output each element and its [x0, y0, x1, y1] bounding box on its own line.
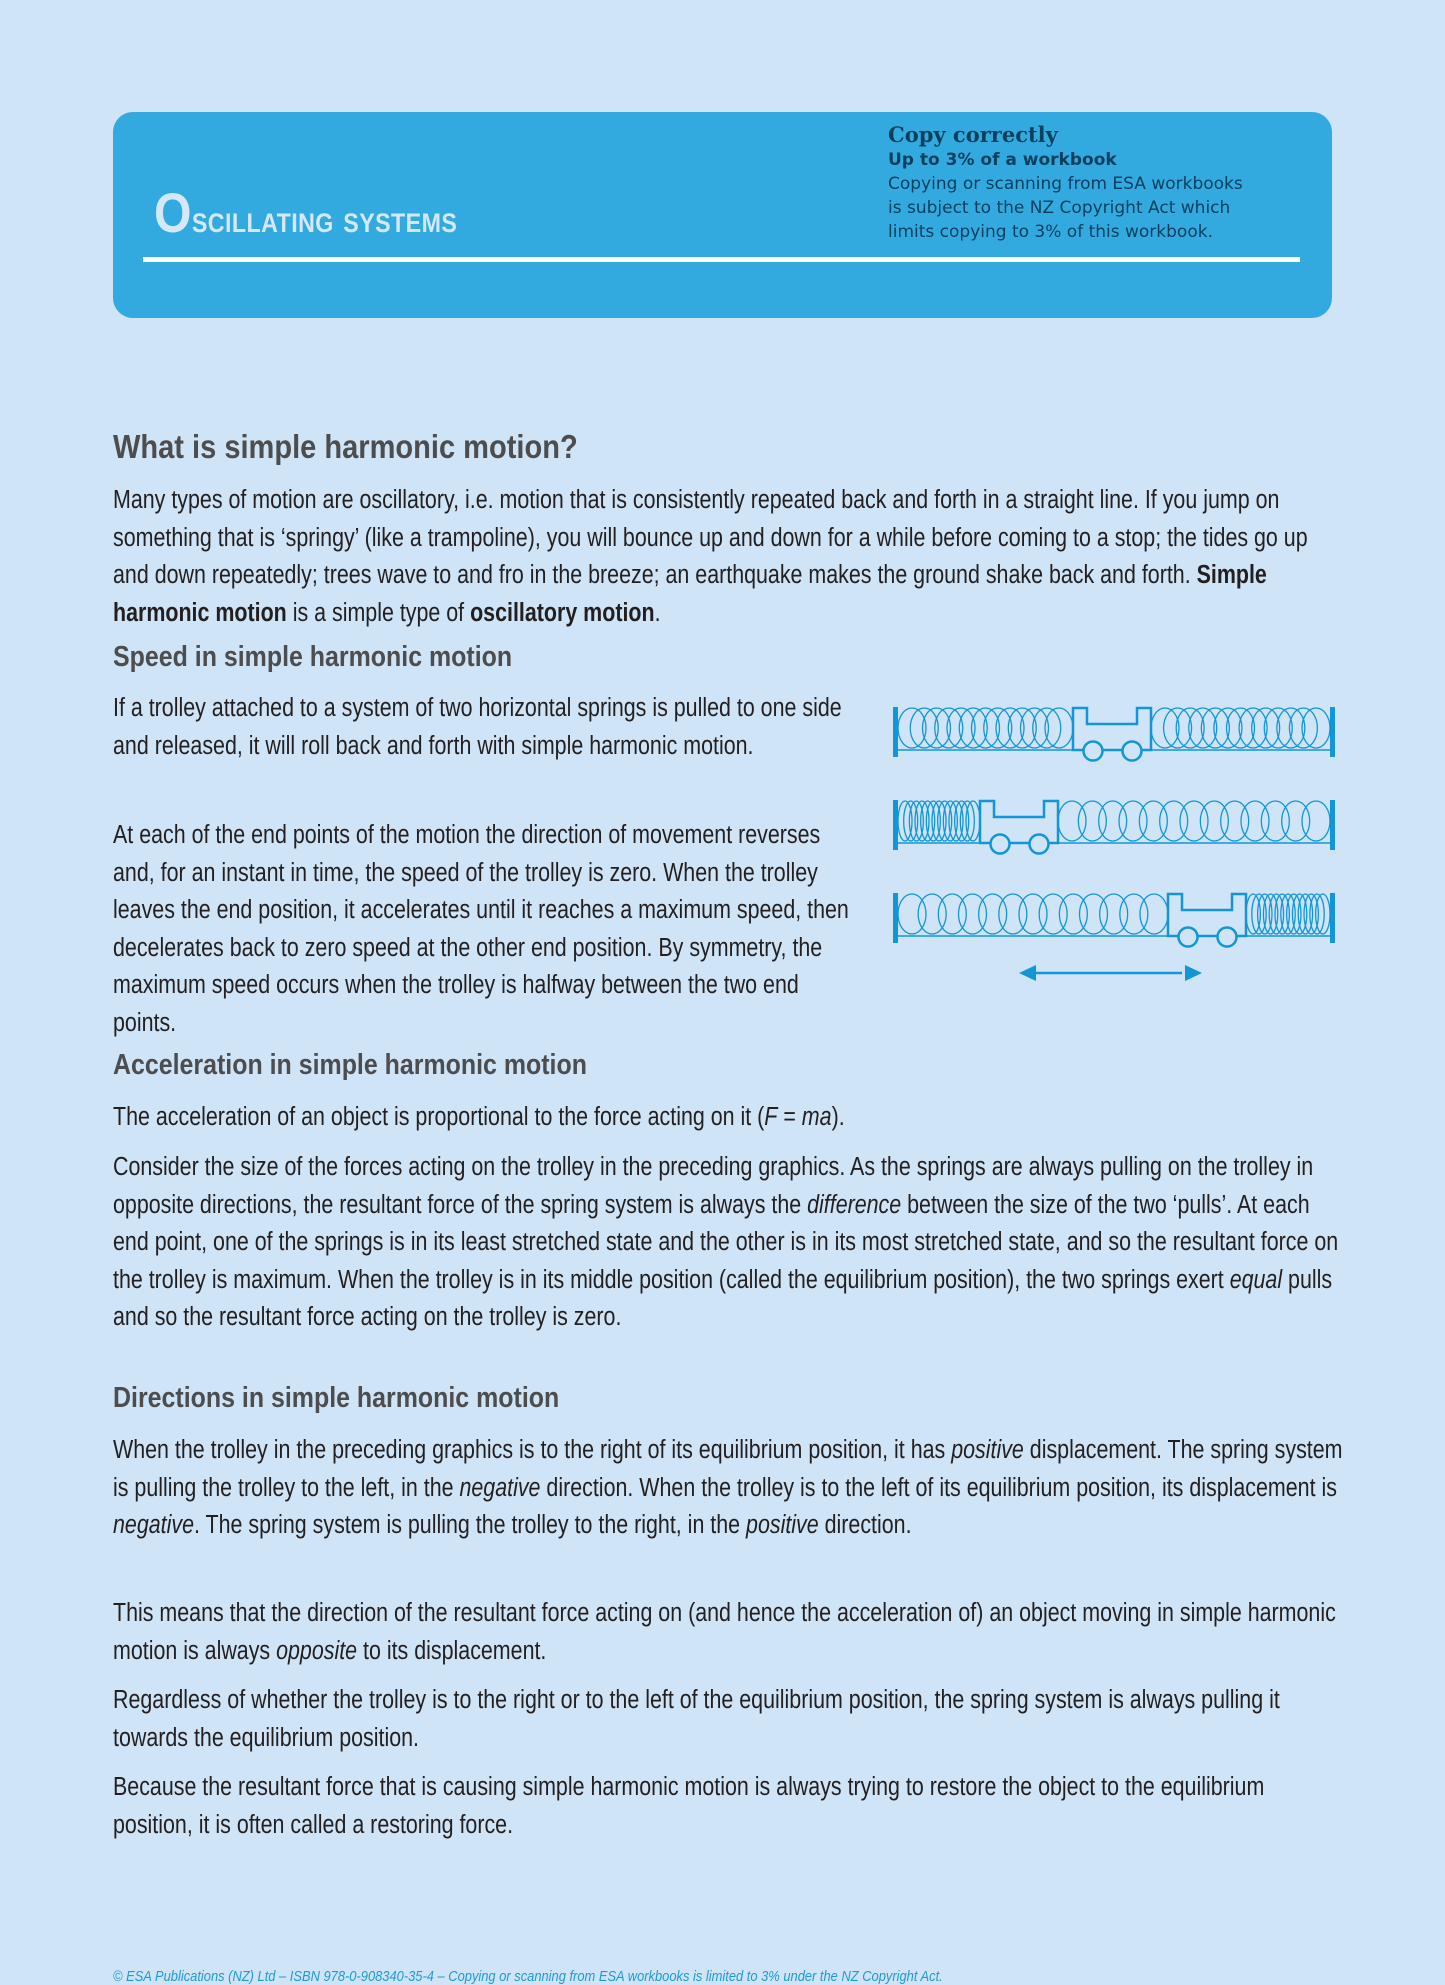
term-oscillatory: oscillatory motion: [470, 598, 655, 627]
formula-equals: =: [777, 1103, 802, 1131]
emphasis: negative: [113, 1511, 194, 1540]
arrow-right-head: [1185, 965, 1202, 981]
formula-ma: ma: [801, 1103, 832, 1131]
text-run: This means that the direction of the resultant force acting on (and hence the acceleration of) an object moving in simple harmonic motion is always: [113, 1599, 1336, 1665]
section-heading-speed: Speed in simple harmonic motion: [113, 641, 513, 673]
section-heading-what-is: What is simple harmonic motion?: [113, 428, 578, 465]
right-spring: [1058, 801, 1330, 841]
arrow-left-head: [1019, 965, 1036, 981]
text-run: to its displacement.: [357, 1636, 547, 1665]
text-run: When the trolley in the preceding graphics is to the right of its equilibrium position, it has: [113, 1436, 952, 1464]
what-is-paragraph: [113, 482, 1344, 632]
spring-row-centre: [893, 707, 1335, 761]
section-heading-acceleration: Acceleration in simple harmonic motion: [113, 1049, 587, 1081]
left-spring: [898, 894, 1168, 934]
text-run: .: [654, 598, 661, 627]
spring-row-left: [893, 800, 1335, 854]
formula-f: F: [764, 1103, 778, 1131]
speed-paragraph-2: At each of the end points of the motion the direction of movement reverses and, for an instant in time, the speed of the trolley is zero. When the trolley leaves the end position, it accelerates until it reaches a maximum speed, then decelerates back to zero speed at the other end position. By symmetry, the maximum speed occurs when the trolley is halfway between the two end points.: [113, 821, 849, 1037]
right-wall: [1330, 893, 1335, 943]
title-initial: O: [154, 181, 192, 244]
text-run: . The spring system is pulling the trolley to the right, in the: [193, 1511, 747, 1540]
right-spring: [1151, 708, 1330, 748]
left-wall: [893, 893, 898, 943]
text-run: is a simple type of: [286, 598, 471, 627]
trolley: [980, 801, 1058, 854]
right-wall: [1330, 800, 1335, 850]
directions-paragraph-4: Because the resultant force that is causing simple harmonic motion is always trying to restore the object to the equilibrium position, it is often called a restoring force.: [113, 1773, 1265, 1839]
footer-copyright: © ESA Publications (NZ) Ltd – ISBN 978-0-908340-35-4 – Copying or scanning from ESA workbooks is limited to 3% under the NZ Copyright Act.: [113, 1968, 943, 1985]
term-shm: Simple harmonic motion: [113, 561, 1267, 627]
emphasis: difference: [807, 1190, 902, 1219]
trolley: [1073, 708, 1151, 761]
spring-row-right: [893, 893, 1335, 947]
text-run: Consider the size of the forces acting on the trolley in the preceding graphics. As the springs are always pulling on the trolley in opposite directions, the resultant force of the spring system is always the: [113, 1153, 1314, 1219]
left-wall: [893, 800, 898, 850]
text-run: pulls and so the resultant force acting on the trolley is zero.: [113, 1265, 1333, 1332]
right-spring: [1246, 894, 1330, 934]
trolley-wheel: [1218, 928, 1237, 947]
left-spring: [898, 801, 980, 841]
emphasis: opposite: [276, 1636, 358, 1665]
copy-notice-line: is subject to the NZ Copyright Act which: [888, 198, 1231, 218]
left-wall: [893, 707, 898, 757]
text-run: Many types of motion are oscillatory, i.e. motion that is consistently repeated back and forth in a straight line. If you jump on something that is ‘springy’ (like a trampoline), you will bounce up and down for a while before coming to a stop; the tides go up and down repeatedly; trees wave to and fro in the breeze; an earthquake makes the ground shake back and forth.: [113, 486, 1308, 590]
trolley-wheel: [1179, 928, 1198, 947]
trolley: [1168, 894, 1246, 947]
trolley-wheel: [991, 835, 1010, 854]
section-heading-directions: Directions in simple harmonic motion: [113, 1382, 560, 1414]
spring-trolley-diagram: [880, 690, 1340, 990]
text-run: between the size of the two ‘pulls’. At each end point, one of the springs is in its least stretched state and the other is in its most stretched state, and so the resultant force on the trolley is maximum. When the trolley is in its middle position (called the equilibrium position), the two springs exert: [113, 1190, 1339, 1294]
speed-paragraph-1: If a trolley attached to a system of two horizontal springs is pulled to one side and released, it will roll back and forth with simple harmonic motion.: [113, 694, 842, 760]
directions-paragraph-2: [113, 1595, 1344, 1670]
emphasis: positive: [746, 1511, 819, 1540]
text-run: direction. When the trolley is to the left of its equilibrium position, its displacement is: [540, 1473, 1337, 1502]
copy-notice-line: Copying or scanning from ESA workbooks: [888, 174, 1243, 194]
directions-paragraph-3: Regardless of whether the trolley is to the right or to the left of the equilibrium position, the spring system is always pulling it towards the equilibrium position.: [113, 1686, 1280, 1752]
right-wall: [1330, 707, 1335, 757]
copy-notice: [888, 122, 1243, 244]
emphasis: negative: [459, 1473, 541, 1502]
acceleration-paragraph-1: [113, 1099, 1344, 1137]
title-rest: scillating systems: [191, 199, 458, 241]
left-spring: [898, 708, 1073, 748]
trolley-wheel: [1084, 742, 1103, 761]
text-run: ).: [831, 1103, 845, 1131]
text-run: displacement. The spring system is pulling the trolley to the left, in the: [113, 1436, 1343, 1502]
trolley-wheel: [1123, 742, 1142, 761]
page-title: [154, 180, 457, 245]
header-rule: [143, 257, 1300, 262]
directions-paragraph-1: [113, 1432, 1344, 1545]
emphasis: equal: [1229, 1265, 1283, 1294]
trolley-wheel: [1030, 835, 1049, 854]
text-run: The acceleration of an object is proportional to the force acting on it (: [113, 1103, 765, 1131]
acceleration-paragraph-2: [113, 1149, 1344, 1337]
emphasis: positive: [951, 1436, 1024, 1464]
motion-arrow: [1019, 965, 1202, 981]
copy-notice-heading: Copy correctly: [888, 122, 1058, 147]
copy-notice-line: limits copying to 3% of this workbook.: [888, 222, 1213, 242]
copy-notice-subheading: Up to 3% of a workbook: [888, 150, 1117, 170]
text-run: direction.: [818, 1511, 912, 1540]
